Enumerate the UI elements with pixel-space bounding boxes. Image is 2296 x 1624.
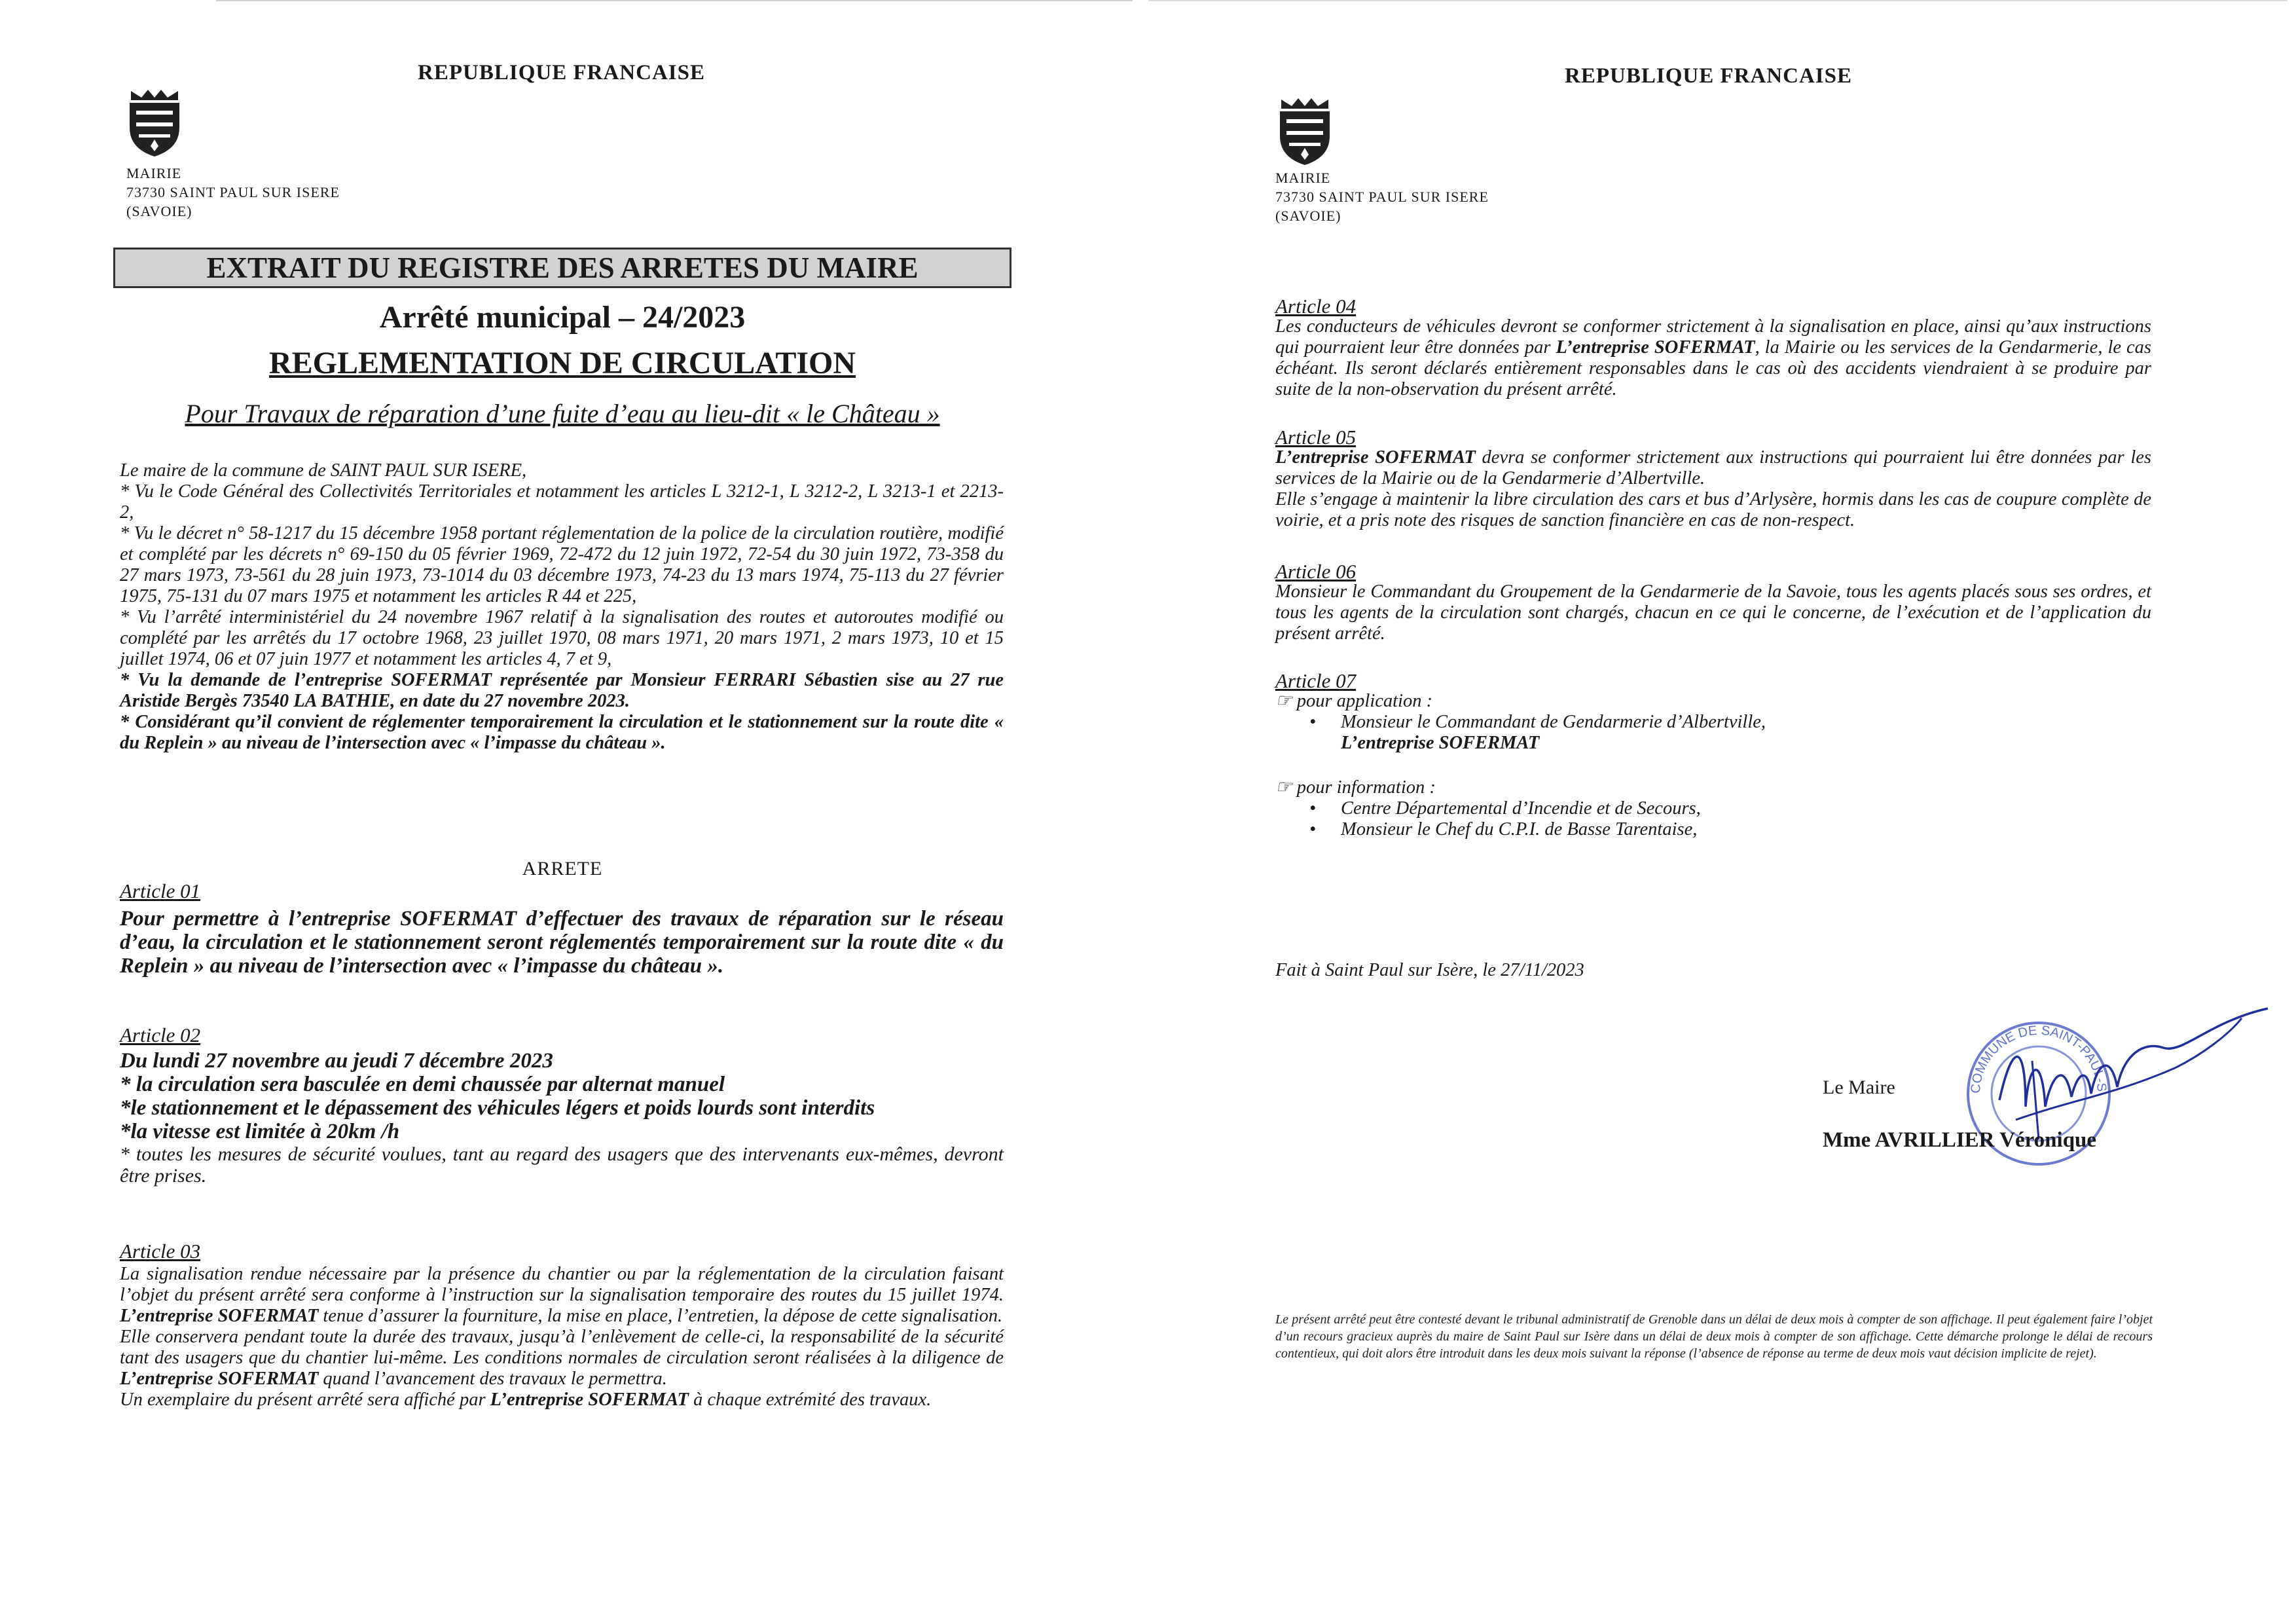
article-03-label: Article 03	[120, 1240, 201, 1263]
republic-header: REPUBLIQUE FRANCAISE	[1565, 64, 1852, 88]
article-02-dates: Du lundi 27 novembre au jeudi 7 décembre 2023	[120, 1049, 553, 1073]
preamble-vu: * Vu l’arrêté interministériel du 24 novembre 1967 relatif à la signalisation des routes et autoroutes modifié ou complété par les arrêtés du 17 octobre 1968, 23 juillet 1970, 08 mars 1971, 20 mars 1971, 2 mars 1973, 10 et 15 juillet 1974, 06 et 07 juin 1977 et notamment les articles 4, 7 et 9,	[120, 607, 1004, 669]
article-02-body	[120, 1049, 1004, 1187]
article-01-text: Pour permettre à l’entreprise SOFERMAT d’effectuer des travaux de réparation sur le réseau d’eau, la circulation et le stationnement seront réglementés temporairement sur la route dite « du Replein » au niveau de l’intersection avec « l’impasse du château ».	[120, 907, 1004, 978]
text-run: La signalisation rendue nécessaire par la présence du chantier ou par la réglementation de la circulation faisant l’objet du présent arrêté sera conforme à l’instruction sur la signalisation temporaire des routes du 15 juillet 1974.	[120, 1264, 1004, 1305]
article-04-paragraph	[1275, 316, 2151, 400]
text-run: pour application :	[1296, 691, 1433, 711]
text-run: pour information :	[1296, 777, 1436, 798]
arrete-heading: ARRETE	[522, 858, 603, 879]
information-list	[1275, 798, 2151, 840]
article-05-paragraph	[1275, 447, 2151, 489]
mairie-line: (SAVOIE)	[1275, 208, 1341, 224]
company-name: L’entreprise SOFERMAT	[120, 1306, 319, 1326]
mairie-address	[126, 164, 340, 221]
text-run: tenue d’assurer la fourniture, la mise en place, l’entretien, la dépose de cette signalisation.	[323, 1306, 1003, 1326]
text-run: Elle conservera pendant toute la durée des travaux, jusqu’à l’enlèvement de celle-ci, la responsabilité de la sécurité tant des usagers que du chantier lui-même. Les conditions normales de circulation seront réalisées à la diligence de	[120, 1327, 1004, 1368]
coat-of-arms-icon	[1276, 97, 1334, 166]
article-07-label: Article 07	[1275, 669, 1357, 692]
arrete-subject: REGLEMENTATION DE CIRCULATION	[268, 346, 856, 380]
article-03-paragraph	[120, 1264, 1004, 1327]
republic-header: REPUBLIQUE FRANCAISE	[418, 61, 705, 84]
arrete-number: Arrêté municipal – 24/2023	[379, 300, 746, 335]
article-02-label: Article 02	[120, 1024, 201, 1046]
application-list	[1275, 712, 2151, 754]
information-label	[1275, 777, 2151, 798]
stamp-text: COMMUNE DE SAINT-PAUL-S	[1968, 1023, 2109, 1094]
article-06-label: Article 06	[1275, 560, 1357, 583]
mairie-line: (SAVOIE)	[126, 203, 192, 219]
list-item	[1275, 712, 2151, 733]
text-run: Monsieur le Commandant de Gendarmerie d’Albertville,	[1341, 712, 1766, 732]
bullet-icon: •	[1309, 798, 1316, 819]
article-06-body: Monsieur le Commandant du Groupement de la Gendarmerie de la Savoie, tous les agents placés sous ses ordres, et tous les agents de la circulation sont chargés, chacun en ce qui le concerne, de l’exécution et de l’application du présent arrêté.	[1275, 581, 2151, 644]
scan-edge	[1148, 0, 2287, 1]
article-04-body	[1275, 316, 2151, 400]
legal-recourse-note: Le présent arrêté peut être contesté devant le tribunal administratif de Grenoble dans un délai de deux mois à compter de son affichage. Il peut également faire l’objet d’un recours gracieux auprès du maire de Saint Paul sur Isère dans un délai de deux mois à compter de son affichage. Cette démarche prolonge le délai de recours contentieux, qui doit alors être introduit dans les deux mois suivant la réponse (l’absence de réponse au terme de deux mois vaut décision implicite de rejet).	[1275, 1312, 2153, 1361]
article-07-body	[1275, 691, 2151, 840]
article-04-label: Article 04	[1275, 295, 1357, 318]
article-03-body	[120, 1264, 1004, 1411]
text-run: Un exemplaire du présent arrêté sera affiché par	[120, 1390, 486, 1410]
mairie-line: 73730 SAINT PAUL SUR ISERE	[1275, 189, 1489, 205]
article-05-body	[1275, 447, 2151, 531]
preamble-vu: * Vu le décret n° 58-1217 du 15 décembre 1958 portant réglementation de la police de la circulation routière, modifié et complété par les décrets n° 69-150 du 05 février 1969, 72-472 du 12 juin 1972, 72-54 du 30 juin 1972, 73-358 du 27 mars 1973, 73-561 du 28 juin 1973, 73-1014 du 03 décembre 1973, 74-23 du 13 mars 1974, 75-113 du 27 février 1975, 75-131 du 07 mars 1975 et notamment les articles R 44 et 225,	[120, 523, 1004, 606]
article-02-rule: *le stationnement et le dépassement des véhicules légers et poids lourds sont interdits	[120, 1096, 875, 1120]
preamble-vu: * Vu le Code Général des Collectivités Territoriales et notamment les articles L 3212-1, L 3212-2, L 3213-1 et 2213-2,	[120, 481, 1004, 523]
article-02-rule: * la circulation sera basculée en demi chaussée par alternat manuel	[120, 1073, 725, 1096]
preamble-vu-demande: * Vu la demande de l’entreprise SOFERMAT représentée par Monsieur FERRARI Sébastien sise au 27 rue Aristide Bergès 73540 LA BATHIE, en date du 27 novembre 2023.	[120, 670, 1004, 711]
register-banner: EXTRAIT DU REGISTRE DES ARRETES DU MAIRE	[113, 248, 1011, 288]
text-run: L’entreprise SOFERMAT	[1341, 733, 1540, 753]
mairie-line: MAIRIE	[1275, 170, 1331, 186]
text-run: à chaque extrémité des travaux.	[693, 1390, 932, 1410]
right-page	[1148, 0, 2296, 1624]
preamble-considerant: * Considérant qu’il convient de réglementer temporairement la circulation et le stationnement sur la route dite « du Replein » au niveau de l’intersection avec « l’impasse du château ».	[120, 712, 1004, 753]
article-03-paragraph	[120, 1390, 1004, 1411]
list-item	[1275, 798, 2151, 819]
coat-of-arms-icon	[126, 88, 183, 158]
text-run: , la Mairie ou les services de la Gendarmerie, le cas échéant. Ils seront déclarés entièrement responsables dans le cas où des accidents viendraient à se produire par suite de la non-observation du présent arrêté.	[1275, 337, 2151, 399]
signatory-title: Le Maire	[1823, 1077, 1895, 1098]
preamble	[120, 460, 1004, 754]
article-03-paragraph	[120, 1327, 1004, 1390]
preamble-intro: Le maire de la commune de SAINT PAUL SUR ISERE,	[120, 460, 527, 481]
article-02-rule: *la vitesse est limitée à 20km /h	[120, 1120, 400, 1143]
hand-pointer-icon: ☞	[1275, 691, 1297, 711]
bullet-icon: •	[1309, 712, 1316, 732]
text-run: quand l’avancement des travaux le permettra.	[323, 1369, 667, 1389]
mairie-address	[1275, 168, 1489, 225]
article-02-rule: * toutes les mesures de sécurité voulues, tant au regard des usagers que des intervenants eux-mêmes, devront être prises.	[120, 1143, 1004, 1187]
text-run: devra se conformer strictement aux instructions qui pourraient lui être données par les services de la Mairie ou de la Gendarmerie d’Albertville.	[1275, 447, 2152, 489]
arrete-purpose: Pour Travaux de réparation d’une fuite d’eau au lieu-dit « le Château »	[185, 399, 940, 428]
mairie-line: 73730 SAINT PAUL SUR ISERE	[126, 184, 340, 200]
company-name: L’entreprise SOFERMAT	[490, 1390, 689, 1410]
bullet-icon: •	[1309, 819, 1316, 840]
company-name: L’entreprise SOFERMAT	[1556, 337, 1755, 358]
company-name: L’entreprise SOFERMAT	[1275, 447, 1476, 468]
article-01-label: Article 01	[120, 879, 201, 902]
text-run: Monsieur le Chef du C.P.I. de Basse Tarentaise,	[1341, 819, 1698, 840]
list-item	[1275, 819, 2151, 840]
article-05-label: Article 05	[1275, 426, 1357, 449]
fait-a-date: Fait à Saint Paul sur Isère, le 27/11/2023	[1275, 960, 1584, 980]
scan-edge	[216, 0, 1133, 1]
hand-pointer-icon: ☞	[1275, 777, 1297, 798]
signatory-name: Mme AVRILLIER Véronique	[1823, 1128, 2097, 1152]
mairie-line: MAIRIE	[126, 165, 182, 181]
text-run: Les conducteurs de véhicules devront se conformer strictement à la signalisation en place, ainsi qu’aux instructions qui pourraient leur être données par	[1275, 316, 2151, 358]
text-run: Centre Départemental d’Incendie et de Secours,	[1341, 798, 1701, 819]
company-name: L’entreprise SOFERMAT	[120, 1369, 319, 1389]
article-05-paragraph: Elle s’engage à maintenir la libre circulation des cars et bus d’Arlysère, hormis dans les cas de coupure complète de voirie, et a pris note des risques de sanction financière en cas de non-respect.	[1275, 489, 2151, 530]
list-item	[1275, 733, 2151, 754]
application-label	[1275, 691, 2151, 712]
